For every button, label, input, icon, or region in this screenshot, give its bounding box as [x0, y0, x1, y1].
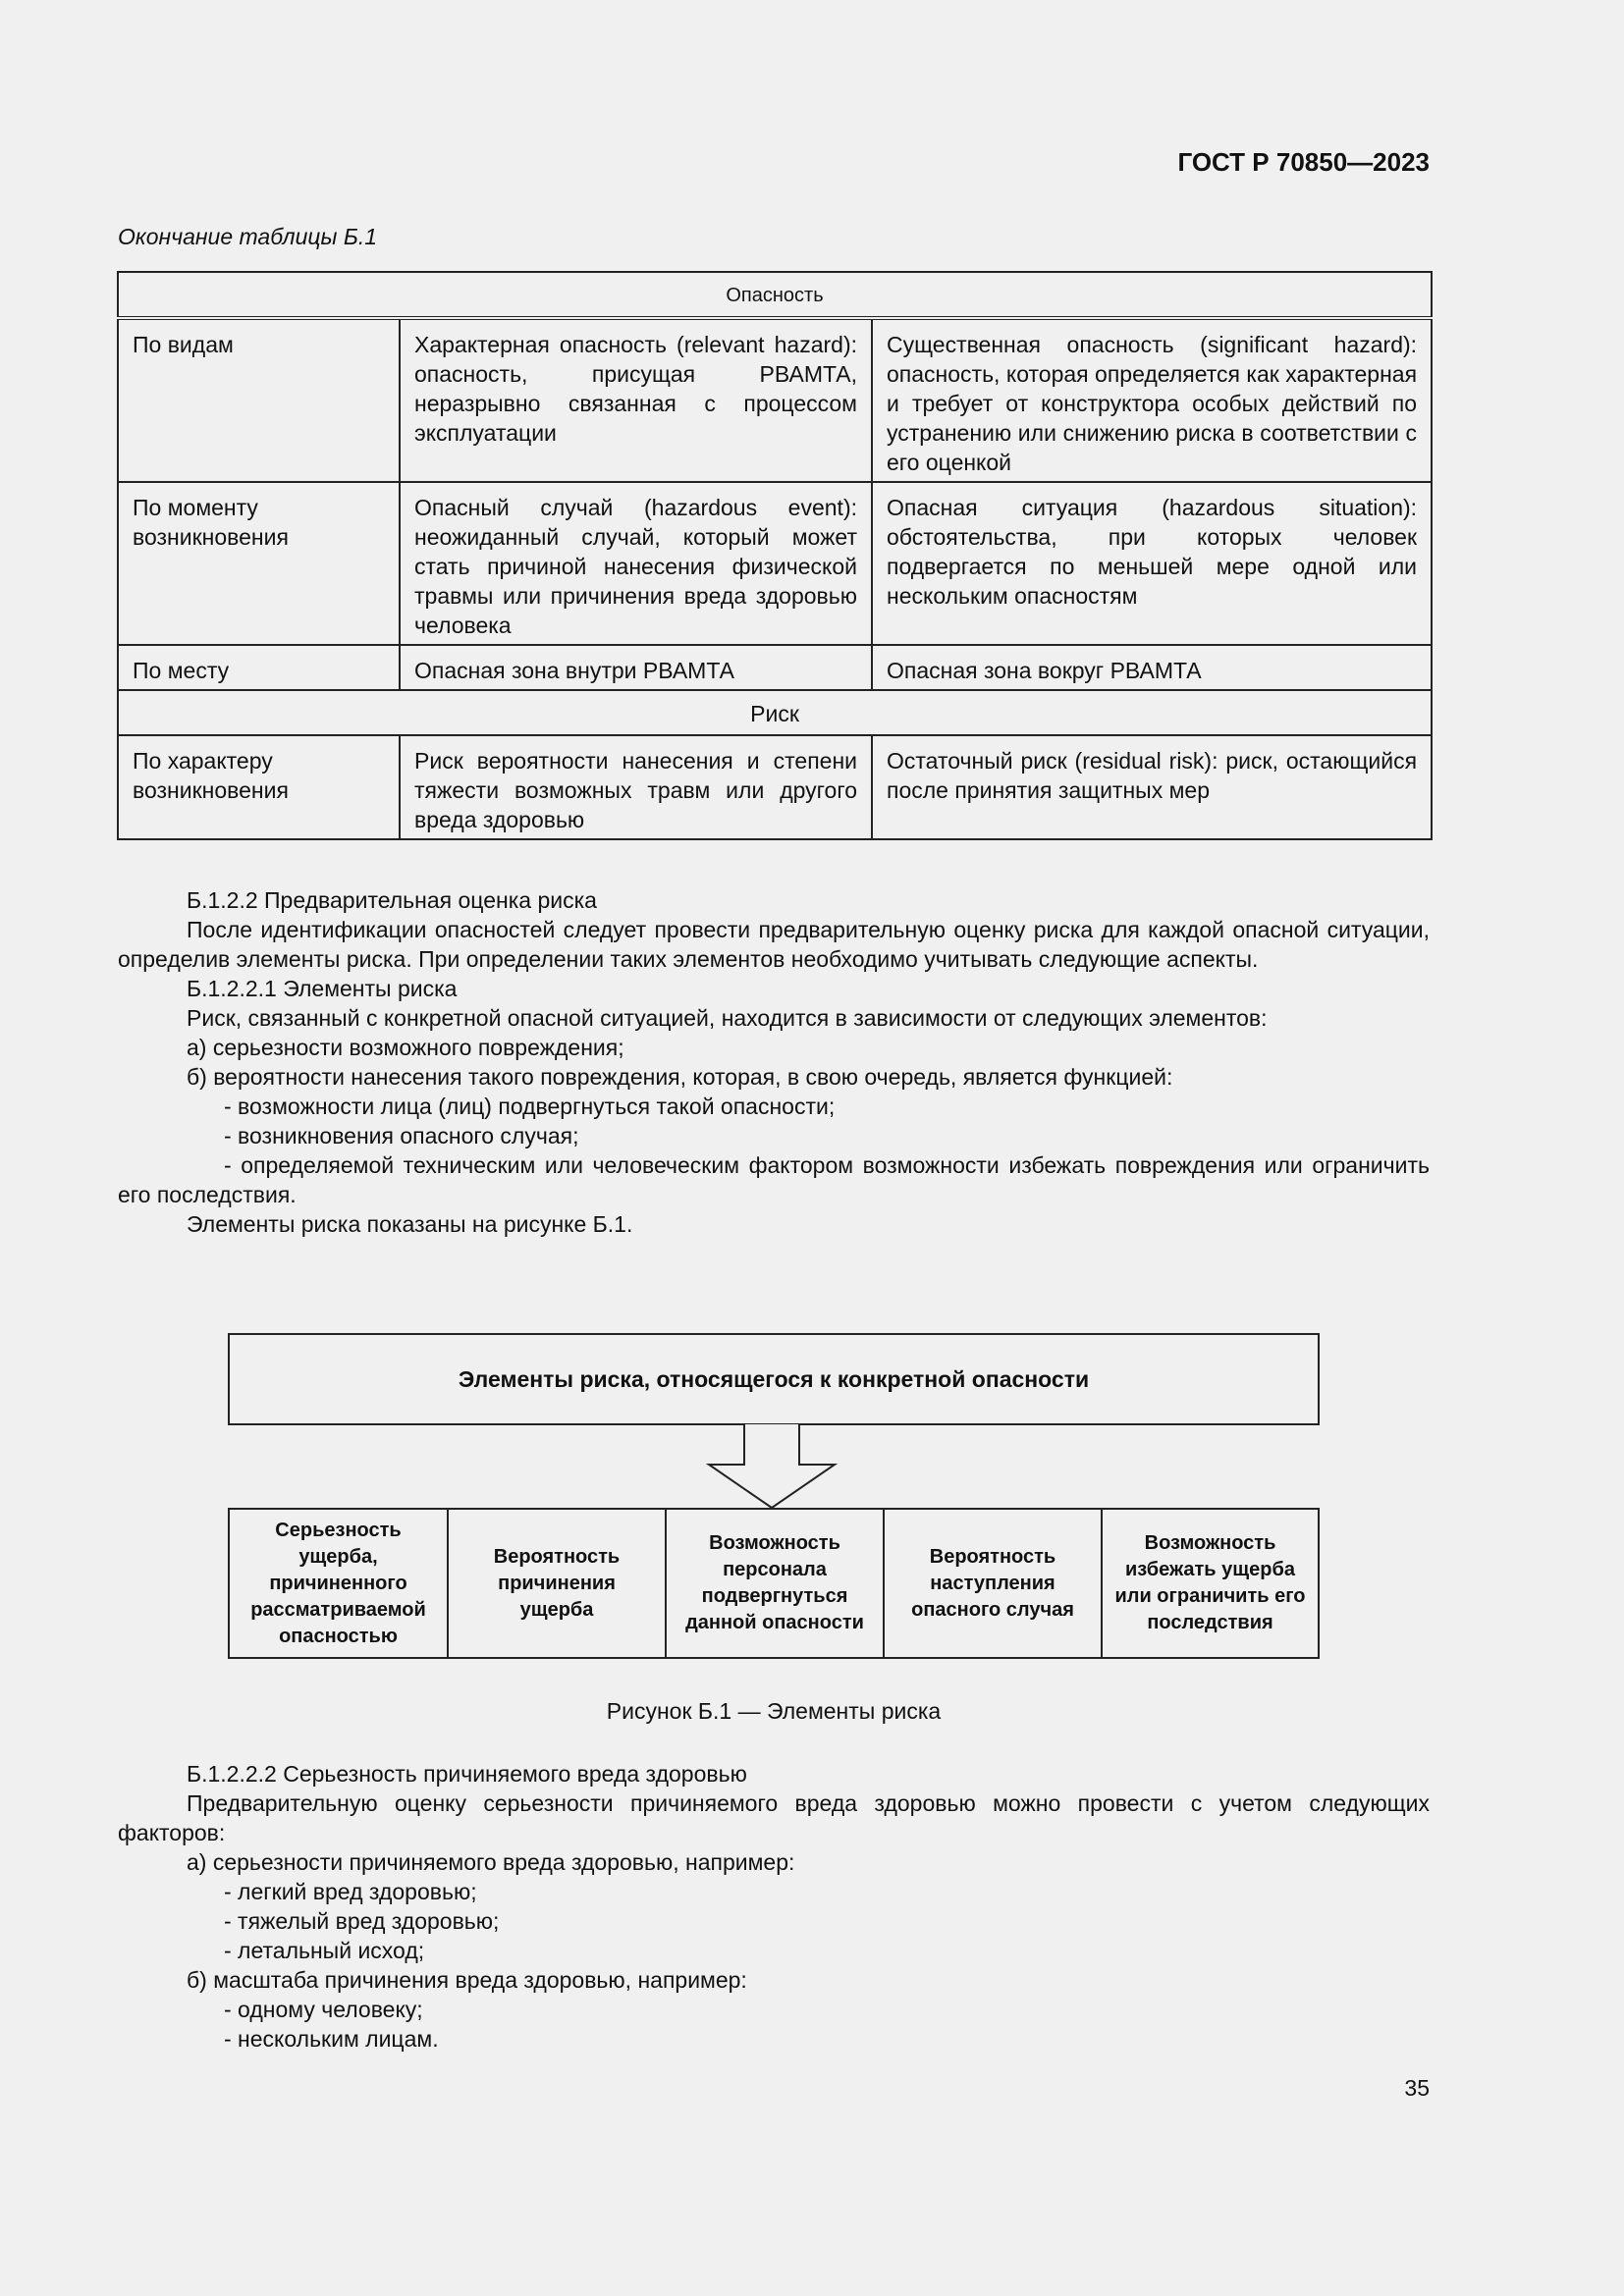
risk-elements-diagram [228, 1333, 1320, 1663]
document-id: ГОСТ Р 70850—2023 [1177, 147, 1430, 177]
list-subitem: - одному человеку; [224, 1997, 423, 2022]
list-subitem: - возникновения опасного случая; [224, 1123, 579, 1148]
diagram-box-harm-probability: Вероятность причинения ущерба [447, 1508, 667, 1659]
diagram-elements-row [228, 1508, 1320, 1659]
table-row [118, 482, 1432, 645]
list-item: б) вероятности нанесения такого повреждения, которая, в свою очередь, является функцией: [187, 1064, 1173, 1090]
diagram-title-box: Элементы риска, относящегося к конкретной опасности [228, 1333, 1320, 1425]
diagram-box-exposure: Возможность персонала подвергнуться данной опасности [665, 1508, 885, 1659]
row-cell: Опасная ситуация (hazardous situation): обстоятельства, при которых человек подвергается по меньшей мере одной или нескольким опасностям [872, 482, 1432, 645]
diagram-box-severity: Серьезность ущерба, причиненного рассматриваемой опасностью [228, 1508, 449, 1659]
table-group-header [118, 272, 1432, 318]
row-cell: Остаточный риск (residual risk): риск, остающийся после принятия защитных мер [872, 735, 1432, 839]
list-subitem: - нескольким лицам. [224, 2026, 439, 2052]
figure-caption: Рисунок Б.1 — Элементы риска [606, 1698, 942, 1724]
section-harm-severity [118, 1759, 1430, 2054]
row-label: По месту [118, 645, 400, 690]
page-number: 35 [1404, 2075, 1430, 2101]
row-label: По моменту возникновения [118, 482, 400, 645]
paragraph: Элементы риска показаны на рисунке Б.1. [187, 1211, 633, 1237]
section-preliminary-risk [118, 885, 1430, 1239]
row-cell: Риск вероятности нанесения и степени тяжести возможных травм или другого вреда здоровью [400, 735, 872, 839]
list-subitem: - легкий вред здоровью; [224, 1879, 477, 1904]
group-title-hazard: Опасность [118, 272, 1432, 318]
group-title-risk: Риск [118, 690, 1432, 735]
list-item: а) серьезности причиняемого вреда здоровью, например: [187, 1849, 795, 1875]
list-subitem: - тяжелый вред здоровью; [224, 1908, 500, 1934]
row-cell: Опасная зона вокруг РВАМТА [872, 645, 1432, 690]
list-item: а) серьезности возможного повреждения; [187, 1035, 624, 1060]
row-cell: Существенная опасность (significant hazard): опасность, которая определяется как характерная и требует от конструктора особых действий по устранению или снижению риска в соответствии с его оценкой [872, 318, 1432, 482]
paragraph: Риск, связанный с конкретной опасной ситуацией, находится в зависимости от следующих элементов: [187, 1005, 1268, 1031]
table-caption: Окончание таблицы Б.1 [118, 224, 378, 249]
section-heading: Б.1.2.2 Предварительная оценка риска [187, 887, 597, 913]
row-label: По видам [118, 318, 400, 482]
table-row [118, 735, 1432, 839]
list-subitem: - возможности лица (лиц) подвергнуться такой опасности; [224, 1094, 836, 1119]
table-row [118, 645, 1432, 690]
list-subitem: - летальный исход; [224, 1938, 425, 1963]
subsection-heading: Б.1.2.2.1 Элементы риска [187, 976, 458, 1001]
table-group-header [118, 690, 1432, 735]
row-cell: Опасная зона внутри РВАМТА [400, 645, 872, 690]
paragraph: После идентификации опасностей следует провести предварительную оценку риска для каждой опасной ситуации, определив элементы риска. При определении таких элементов необходимо учитывать следующие аспекты. [118, 917, 1430, 972]
down-arrow-icon [703, 1423, 840, 1510]
diagram-box-avoidance: Возможность избежать ущерба или ограничить его последствия [1101, 1508, 1320, 1659]
table-row [118, 318, 1432, 482]
row-cell: Опасный случай (hazardous event): неожиданный случай, который может стать причиной нанесения физической травмы или причинения вреда здоровью человека [400, 482, 872, 645]
list-subitem: - определяемой техническим или человеческим фактором возможности избежать повреждения или ограничить его последствия. [118, 1152, 1430, 1207]
hazard-table [117, 271, 1433, 840]
list-item: б) масштаба причинения вреда здоровью, например: [187, 1967, 747, 1993]
section-heading: Б.1.2.2.2 Серьезность причиняемого вреда здоровью [187, 1761, 747, 1787]
diagram-box-event-probability: Вероятность наступления опасного случая [883, 1508, 1103, 1659]
row-cell: Характерная опасность (relevant hazard): опасность, присущая РВАМТА, неразрывно связанная с процессом эксплуатации [400, 318, 872, 482]
row-label: По характеру возникновения [118, 735, 400, 839]
paragraph: Предварительную оценку серьезности причиняемого вреда здоровью можно провести с учетом следующих факторов: [118, 1790, 1430, 1845]
